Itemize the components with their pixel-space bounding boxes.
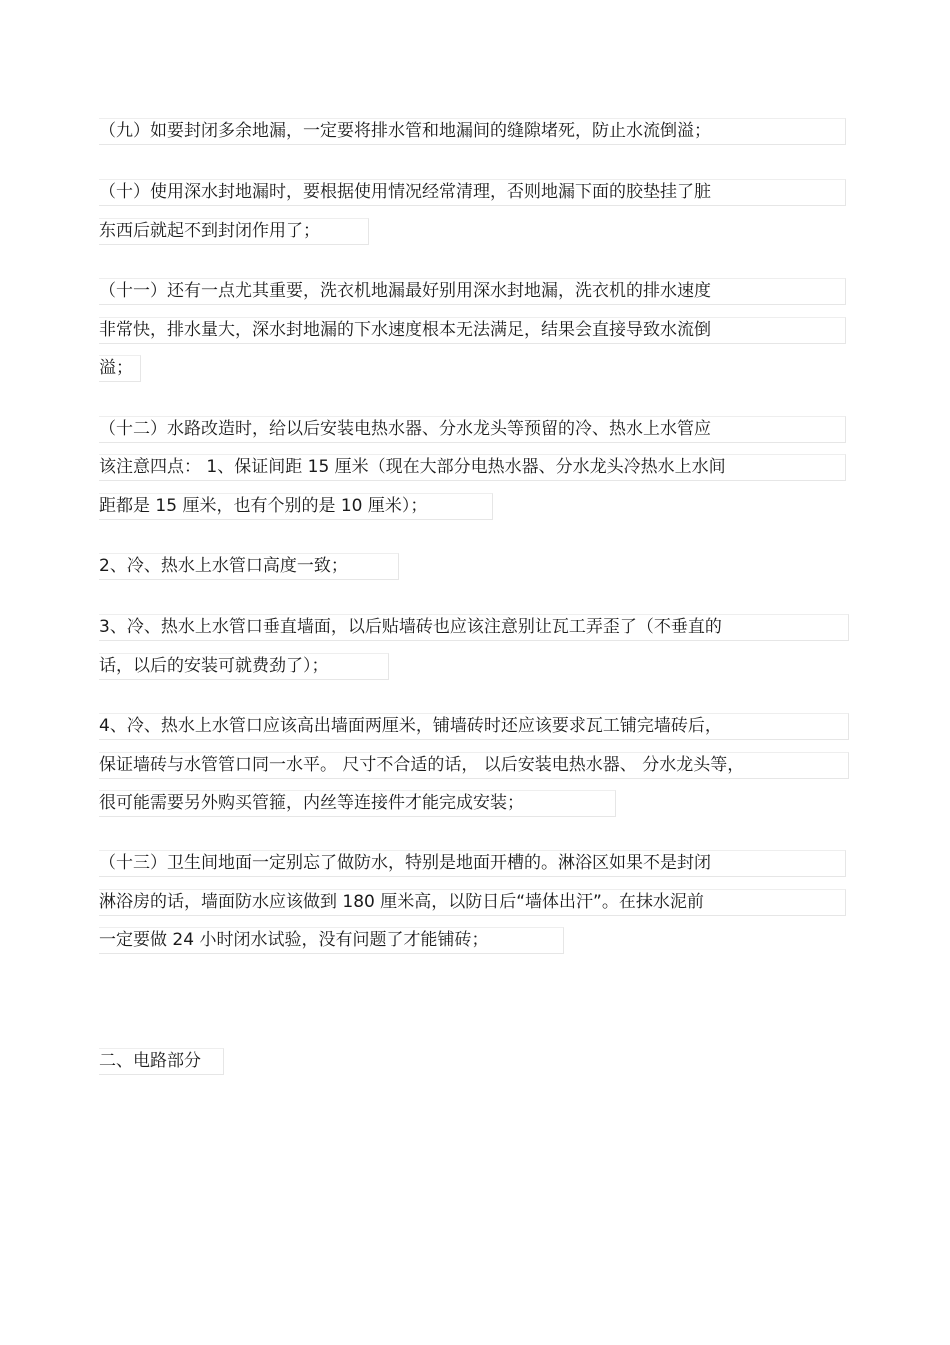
text-line: 非常快，排水量大，深水封地漏的下水速度根本无法满足，结果会直接导致水流倒 xyxy=(99,320,711,340)
text-line: （十二）水路改造时，给以后安装电热水器、分水龙头等预留的冷、热水上水管应 xyxy=(99,419,711,439)
text-line: 4、冷、热水上水管口应该高出墙面两厘米，铺墙砖时还应该要求瓦工铺完墙砖后， xyxy=(99,716,722,736)
text-line: 溢； xyxy=(99,358,133,378)
text-line: 东西后就起不到封闭作用了； xyxy=(99,221,320,241)
text-line: 3、冷、热水上水管口垂直墙面，以后贴墙砖也应该注意别让瓦工弄歪了（不垂直的 xyxy=(99,617,722,637)
text-line: （九）如要封闭多余地漏，一定要将排水管和地漏间的缝隙堵死，防止水流倒溢； xyxy=(99,121,711,141)
text-line: 淋浴房的话，墙面防水应该做到 180 厘米高，以防日后“墙体出汗”。在抹水泥前 xyxy=(99,892,704,912)
text-line: （十三）卫生间地面一定别忘了做防水，特别是地面开槽的。淋浴区如果不是封闭 xyxy=(99,853,711,873)
text-line: 很可能需要另外购买管箍，内丝等连接件才能完成安装； xyxy=(99,793,524,813)
text-line: 2、冷、热水上水管口高度一致； xyxy=(99,556,348,576)
text-line: 话，以后的安装可就费劲了）； xyxy=(99,656,329,676)
section-heading: 二、电路部分 xyxy=(99,1051,201,1071)
text-line: （十）使用深水封地漏时，要根据使用情况经常清理，否则地漏下面的胶垫挂了脏 xyxy=(99,182,711,202)
text-line: 保证墙砖与水管管口同一水平。 尺寸不合适的话， 以后安装电热水器、 分水龙头等， xyxy=(99,755,745,775)
text-line: （十一）还有一点尤其重要，洗衣机地漏最好别用深水封地漏，洗衣机的排水速度 xyxy=(99,281,711,301)
text-line: 距都是 15 厘米，也有个别的是 10 厘米）； xyxy=(99,496,428,516)
text-line: 一定要做 24 小时闭水试验，没有问题了才能铺砖； xyxy=(99,930,489,950)
text-line: 该注意四点： 1、保证间距 15 厘米（现在大部分电热水器、分水龙头冷热水上水间 xyxy=(99,457,726,477)
